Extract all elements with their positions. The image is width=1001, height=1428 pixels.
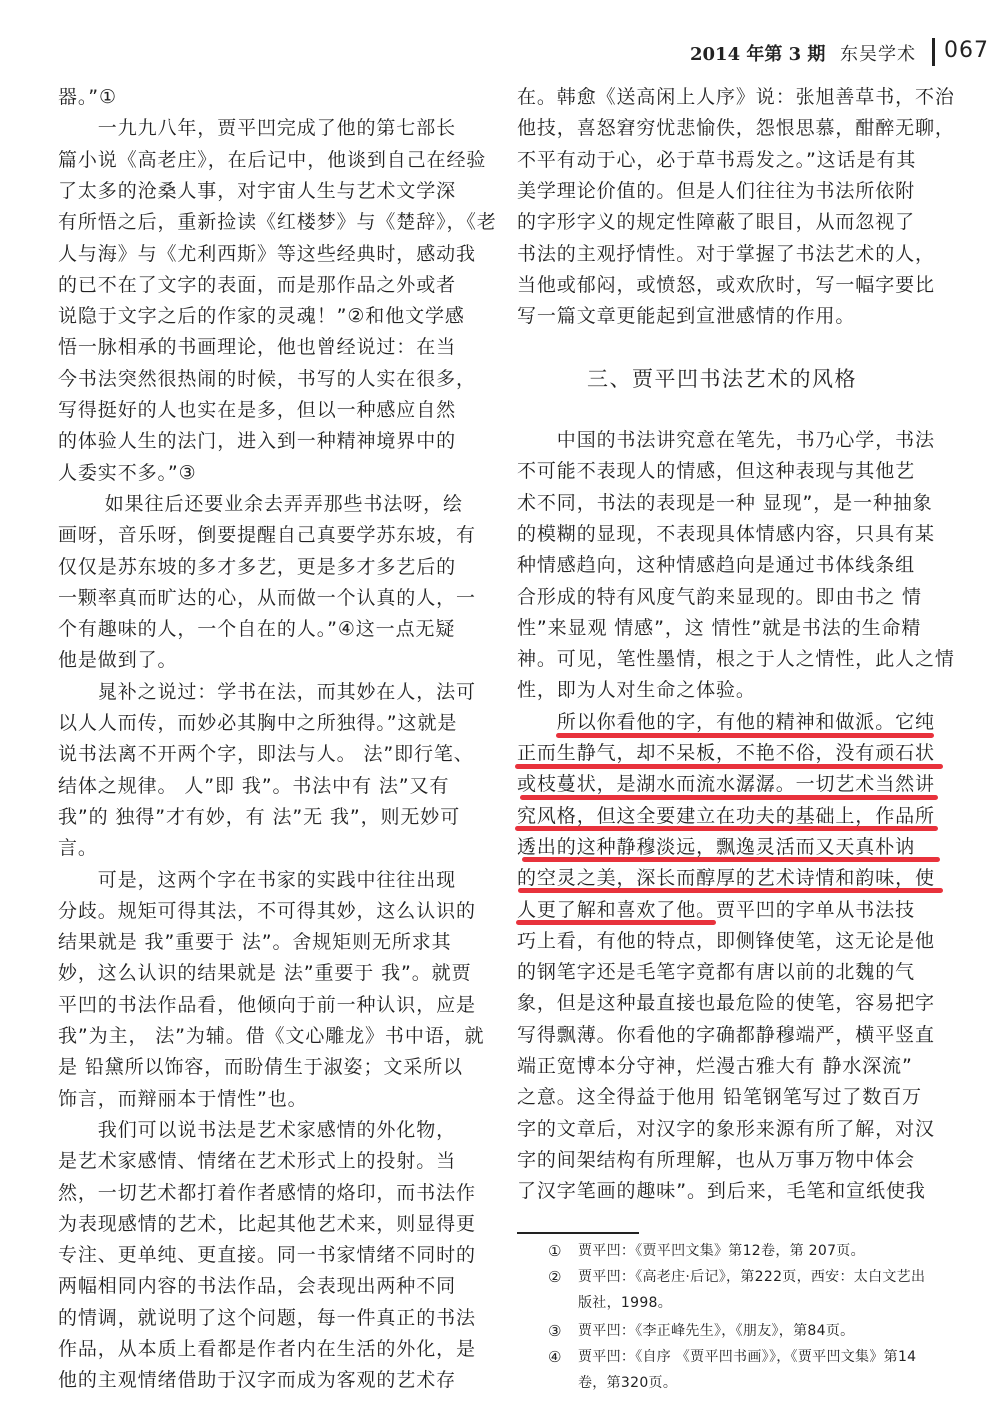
footnote-divider: [517, 1232, 639, 1234]
text-line: 晁补之说过：学书在法，而其妙在人，法可: [58, 680, 476, 703]
text-line: 种情感趋向，这种情感趋向是通过书体线条组: [517, 554, 916, 577]
text-line: 性，即为人对生命之体验。: [517, 679, 756, 702]
text-line: 合形成的特有风度气韵来显现的。即由书之 情: [517, 585, 922, 608]
text-line: 平凹的书法作品看，他倾向于前一种认识，应是: [58, 993, 476, 1016]
text-line: 美学理论价值的。但是人们往往为书法所依附: [517, 179, 916, 202]
footnote-text: 贾平凹：《李正峰先生》，《朋友》，第84页。: [578, 1323, 855, 1339]
text-line: 象，但是这种最直接也最危险的使笔，容易把字: [517, 992, 935, 1015]
text-line: 一九九八年，贾平凹完成了他的第七部长: [58, 117, 457, 140]
text-line: 我们可以说书法是艺术家感情的外化物，: [58, 1118, 457, 1141]
text-line: 究风格，但这全要建立在功夫的基础上，作品所: [517, 804, 935, 827]
text-line: 神。可见，笔性墨情，根之于人之情性，此人之情: [517, 648, 955, 671]
text-line: 或枝蔓状，是湖水而流水潺潺。一切艺术当然讲: [517, 773, 935, 796]
text-line: 的体验人生的法门，进入到一种精神境界中的: [58, 430, 457, 453]
text-line: 如果往后还要业余去弄弄那些书法呀，绘: [58, 492, 463, 515]
text-line: 他是做到了。: [58, 649, 178, 672]
text-line: 篇小说《高老庄》，在后记中，他谈到自己在经验: [58, 148, 487, 171]
text-line: 可是，这两个字在书家的实践中往往出现: [58, 868, 457, 891]
text-line: 的钢笔字还是毛笔字竟都有唐以前的北魏的气: [517, 961, 916, 984]
text-line: 悟一脉相承的书画理论，他也曾经说过：在当: [58, 336, 457, 359]
footnote-continuation: 卷，第320页。: [578, 1375, 678, 1391]
text-line: 人委实不多。”③: [58, 461, 197, 484]
text-line: 他技，喜怒窘穷忧悲愉佚，怨恨思慕，酣醉无聊，: [517, 117, 955, 140]
text-line: 仅仅是苏东坡的多才多艺，更是多才多艺后的: [58, 555, 457, 578]
footnote-marker: ④: [548, 1348, 562, 1366]
journal-name: 东吴学术: [840, 44, 916, 65]
text-line: 字的文章后，对汉字的象形来源有所了解，对汉: [517, 1117, 935, 1140]
text-line: 写一篇文章更能起到宣泄感情的作用。: [517, 305, 856, 328]
text-line: 不可能不表现人的情感，但这种表现与其他艺: [517, 460, 916, 483]
text-line: 所以你看他的字，有他的精神和做派。它纯: [517, 710, 935, 733]
text-line: 的情调，就说明了这个问题，每一件真正的书法: [58, 1306, 476, 1329]
text-line: 两幅相同内容的书法作品，会表现出两种不同: [58, 1275, 457, 1298]
text-line: 端正宽博本分守神，烂漫古雅大有 静水深流”: [517, 1055, 913, 1077]
text-line: 分歧。规矩可得其法，不可得其妙，这么认识的: [58, 899, 476, 922]
text-line: 写得飘薄。你看他的字确都静穆端严，横平竖直: [517, 1023, 935, 1046]
text-line: 说书法离不开两个字，即法与人。 法”即行笔、: [58, 743, 474, 766]
page-header: [0, 38, 1001, 68]
text-line: 作品，从本质上看都是作者内在生活的外化，是: [58, 1338, 476, 1360]
text-line: 了太多的沧桑人事，对宇宙人生与艺术文学深: [58, 179, 457, 202]
header-divider: [932, 38, 935, 66]
text-line: 性”来显观 情感”，这 情性”就是书法的生命精: [517, 616, 922, 639]
text-line: 字的间架结构有所理解，也从万事万物中体会: [517, 1148, 916, 1171]
text-line: 的已不在了文字的表面，而是那作品之外或者: [58, 273, 457, 296]
journal-issue: 2014 年第 3 期: [690, 44, 826, 65]
text-line: 个有趣味的人，一个自在的人。”④这一点无疑: [58, 618, 456, 641]
text-line: 是 铅黛所以饰容，而盼倩生于淑姿；文采所以: [58, 1056, 463, 1079]
text-line: 饰言，而辩丽本于情性”也。: [58, 1087, 308, 1110]
text-line: 一颗率真而旷达的心，从而做一个认真的人，一: [58, 586, 476, 609]
text-line: 结果就是 我”重要于 法”。舍规矩则无所求其: [58, 931, 452, 954]
text-line: 透出的这种静穆淡远，飘逸灵活而又天真朴讷: [517, 835, 916, 858]
text-line: 的空灵之美，深长而醇厚的艺术诗情和韵味，使: [517, 867, 935, 890]
footnote-marker: ③: [548, 1322, 562, 1340]
text-line: 的字形字义的规定性障蔽了眼目，从而忽视了: [517, 211, 916, 234]
text-line: 了汉字笔画的趣味”。到后来，毛笔和宣纸使我: [517, 1180, 926, 1203]
text-line: 专注、更单纯、更直接。同一书家情绪不同时的: [58, 1244, 476, 1267]
text-line: 不平有动于心，必于草书焉发之。”这话是有其: [517, 148, 917, 171]
footnote-marker: ①: [548, 1242, 562, 1260]
text-line: 正而生静气，却不呆板，不艳不俗，没有顽石状: [517, 742, 935, 764]
section-heading: 三、贾平凹书法艺术的风格: [587, 367, 857, 391]
text-line: 巧上看，有他的特点，即侧锋使笔，这无论是他: [517, 929, 935, 952]
text-line: 有所悟之后，重新捡读《红楼梦》与《楚辞》，《老: [58, 211, 497, 234]
text-line: 术不同，书法的表现是一种 显现”，是一种抽象: [517, 491, 933, 514]
text-line: 以人人而传，而妙必其胸中之所独得。”这就是: [58, 712, 458, 734]
text-line: 我”的 独得”才有妙，有 法”无 我”，则无妙可: [58, 805, 461, 828]
footnote-continuation: 版社，1998。: [578, 1295, 673, 1311]
text-line: 今书法突然很热闹的时候，书写的人实在很多，: [58, 367, 476, 390]
text-line: 言。: [58, 837, 98, 860]
text-line: 然，一切艺术都打着作者感情的烙印，而书法作: [58, 1181, 476, 1204]
text-line: 的模糊的显现，不表现具体情感内容，只具有某: [517, 522, 935, 545]
text-line: 结体之规律。 人”即 我”。书法中有 法”又有: [58, 774, 450, 797]
text-line: 为表现感情的艺术，比起其他艺术来，则显得更: [58, 1212, 476, 1235]
text-line: 在。韩愈《送高闲上人序》说：张旭善草书，不治: [517, 86, 955, 108]
text-line: 妙，这么认识的结果就是 法”重要于 我”。就贾: [58, 962, 472, 985]
text-line: 人更了解和喜欢了他。贾平凹的字单从书法技: [517, 898, 916, 921]
text-line: 写得挺好的人也实在是多，但以一种感应自然: [58, 399, 457, 421]
text-line: 我”为主， 法”为辅。借《文心雕龙》书中语，就: [58, 1025, 485, 1047]
text-line: 他的主观情绪借助于汉字而成为客观的艺术存: [58, 1369, 457, 1392]
text-line: 书法的主观抒情性。对于掌握了书法艺术的人，: [517, 242, 935, 265]
text-line: 之意。这全得益于他用 铅笔钢笔写过了数百万: [517, 1086, 922, 1109]
page-number: 067: [944, 38, 989, 63]
text-line: 是艺术家感情、情绪在艺术形式上的投射。当: [58, 1150, 457, 1173]
text-line: 器。”①: [58, 86, 117, 108]
text-line: 当他或郁闷，或愤怒，或欢欣时，写一幅字要比: [517, 273, 935, 296]
footnote-text: 贾平凹：《高老庄·后记》，第222页，西安：太白文艺出: [578, 1269, 926, 1285]
text-line: 画呀，音乐呀，倒要提醒自己真要学苏东坡，有: [58, 524, 476, 547]
text-line: 中国的书法讲究意在笔先，书乃心学，书法: [517, 429, 935, 451]
text-line: 人与海》与《尤利西斯》等这些经典时，感动我: [58, 242, 476, 265]
footnote-text: 贾平凹：《自序 《贾平凹书画》》，《贾平凹文集》第14: [578, 1349, 917, 1365]
text-line: 说隐于文字之后的作家的灵魂！”②和他文学感: [58, 305, 465, 328]
footnote-marker: ②: [548, 1268, 562, 1286]
footnote-text: 贾平凹：《贾平凹文集》第12卷，第 207页。: [578, 1243, 865, 1259]
